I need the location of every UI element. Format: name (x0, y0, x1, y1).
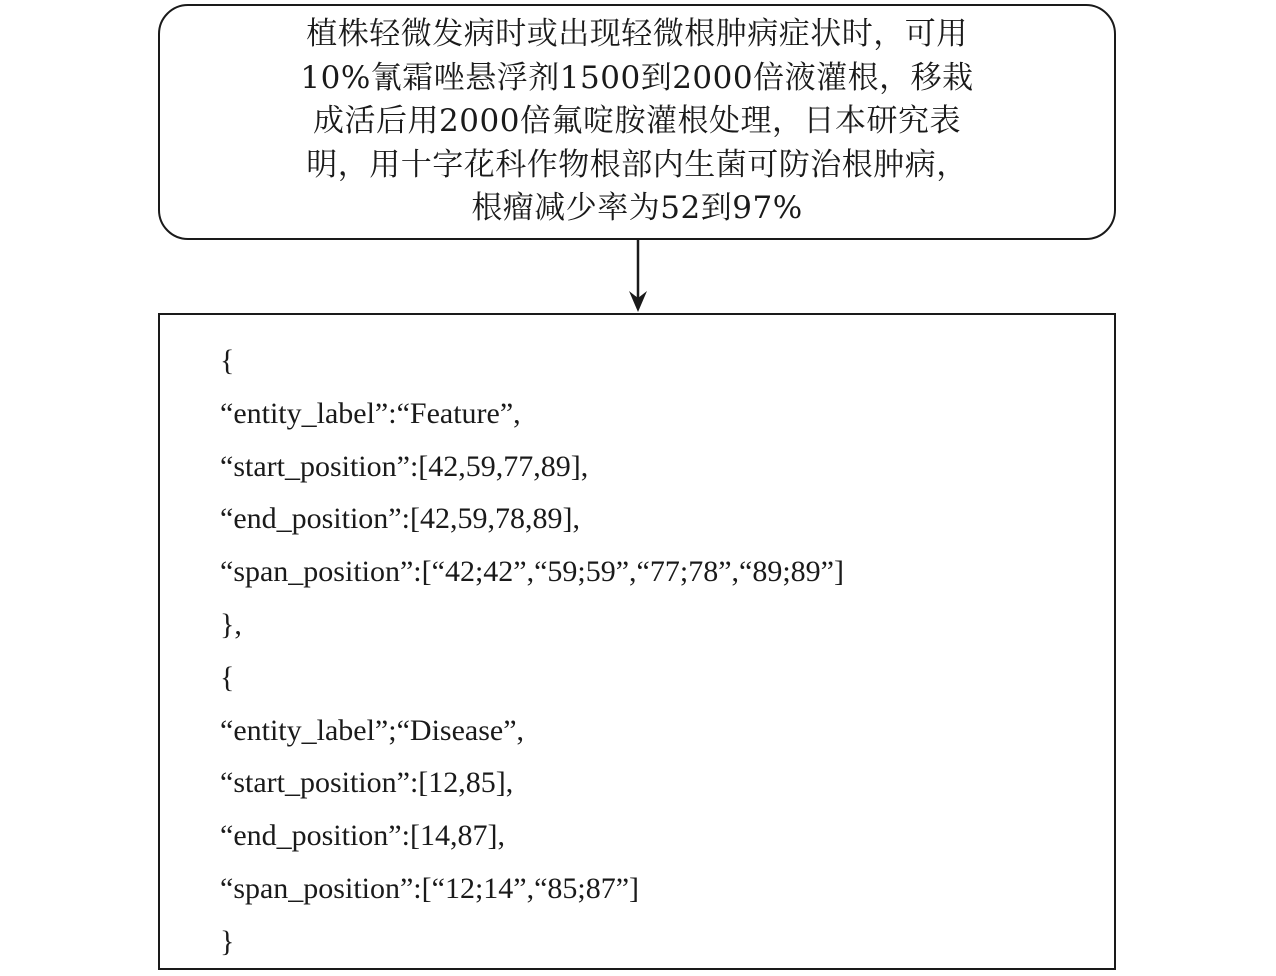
source-text-line: 根瘤减少率为52到97% (471, 190, 803, 227)
source-text (237, 13, 1037, 231)
json-line: { (220, 660, 235, 694)
down-arrow-connector (618, 240, 658, 314)
source-text-line: 植株轻微发病时或出现轻微根肿病症状时，可用 (306, 16, 968, 53)
json-annotation-lines (220, 335, 844, 969)
json-line: “span_position”:[“12;14”,“85;87”] (220, 871, 640, 905)
json-line: }, (220, 607, 242, 641)
source-text-line: 10%氰霜唑悬浮剂1500到2000倍液灌根，移栽 (300, 59, 974, 96)
json-line: “start_position”:[12,85], (220, 766, 514, 800)
source-text-line: 明，用十字花科作物根部内生菌可防治根肿病， (306, 146, 968, 183)
source-text-line: 成活后用2000倍氟啶胺灌根处理，日本研究表 (313, 103, 961, 140)
json-annotation-box (158, 313, 1116, 970)
json-line: “end_position”:[14,87], (220, 819, 505, 853)
json-line: “start_position”:[42,59,77,89], (220, 449, 589, 483)
json-line: “span_position”:[“42;42”,“59;59”,“77;78”,“89;89”] (220, 555, 844, 589)
json-line: “entity_label”:“Feature”, (220, 396, 521, 430)
json-line: “end_position”:[42,59,78,89], (220, 502, 580, 536)
json-line: } (220, 924, 235, 958)
json-line: { (220, 344, 235, 377)
source-text-box (158, 4, 1116, 240)
json-line: “entity_label”;“Disease”, (220, 713, 525, 747)
